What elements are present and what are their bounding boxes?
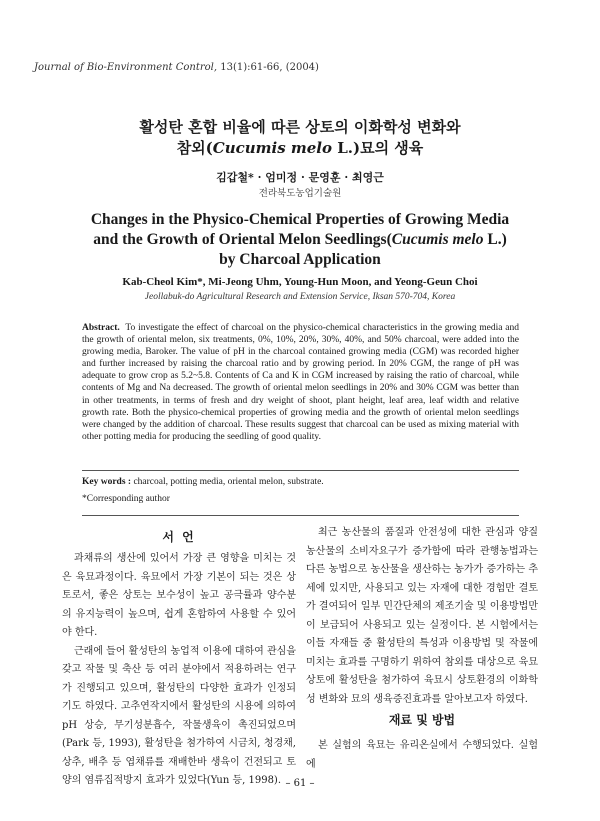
english-affiliation: Jeollabuk-do Agricultural Research and Extension Service, Iksan 570-704, Korea bbox=[144, 292, 456, 302]
journal-volume-pages: 13(1):61-66, (2004) bbox=[220, 62, 319, 73]
korean-affiliation: 전라북도농업기술원 bbox=[258, 188, 342, 199]
page-number: – 61 – bbox=[285, 778, 315, 789]
korean-title-species: Cucumis melo bbox=[212, 139, 333, 157]
intro-heading: 서 언 bbox=[162, 530, 196, 544]
english-authors: Kab-Cheol Kim*, Mi-Jeong Uhm, Young-Hun Moon, and Yeong-Geun Choi bbox=[122, 276, 478, 288]
methods-heading: 재료 및 방법 bbox=[388, 713, 456, 727]
corresponding-author-note: *Corresponding author bbox=[82, 494, 170, 504]
english-title-species: Cucumis melo bbox=[391, 231, 484, 248]
english-title-line2 bbox=[60, 230, 540, 250]
journal-name: Journal of Bio-Environment Control, bbox=[34, 62, 218, 73]
english-title-line1: Changes in the Physico-Chemical Properties of Growing Media bbox=[90, 211, 510, 228]
korean-title-line1: 활성탄 혼합 비율에 따른 상토의 이화학성 변화와 bbox=[139, 118, 461, 136]
keywords-label: Key words : bbox=[82, 477, 132, 487]
abstract-label: Abstract. bbox=[82, 323, 120, 333]
abstract-text: To investigate the effect of charcoal on the physico-chemical characteristics in the growing media and the growth of oriental melon, six treatments, 0%, 10%, 20%, 30%, 40%, and 50% charcoal, were added into the growing media, Baroker. The value of pH in the charcoal contained growing media (CGM) was recorded higher and further increased by raising the charcoal ratio and by growing period. In 20% CGM, the range of pH was adequate to grow crop as 5.2~5.8. Contents of Ca and K in CGM increased by raising the ratio of charcoal, while contents of Mg and Na decreased. The growth of oriental melon seedlings in 20% and 30% CGM was better than in other treatments, in terms of fresh and dry weight of shoot, plant height, leaf area, leaf width and relative growth rate. Both the physico-chemical properties of growing media and the growth of oriental melon seedlings were changed by the addition of charcoal. These results suggest that charcoal can be used as mixing material with other potting media for producing the seedling of good quality. bbox=[82, 323, 520, 442]
keywords bbox=[82, 477, 519, 487]
korean-title-suffix: L.)묘의 생육 bbox=[332, 139, 424, 157]
methods-paragraph-1: 본 실험의 육묘는 유리온실에서 수행되었다. 실험에 bbox=[306, 740, 538, 770]
journal-citation bbox=[34, 62, 319, 73]
abstract-divider bbox=[82, 470, 519, 471]
intro-left-column bbox=[62, 550, 296, 791]
english-title-line2-suffix: L.) bbox=[483, 231, 507, 248]
methods-first-paragraph bbox=[306, 737, 538, 774]
intro-paragraph-3: 최근 농산물의 품질과 안전성에 대한 관심과 양질 농산물의 소비자요구가 증가함에 따라 관행농법과는 다른 농법으로 농산물을 생산하는 농가가 증가하는 추세에 있지만, 사용되고 있는 자재에 대한 경험만 결토가 결여되어 일부 민간단체의 제조기술 및 이용방법만이 보급되어 사용되고 있는 실정이다. 본 시험에서는 이들 자재들 중 활성탄의 특성과 이용방법 및 작물에 미치는 효과를 구명하기 위하여 참외를 대상으로 육묘상토에 활성탄을 첨가하여 육묘시 상토환경의 이화학성 변화와 묘의 생육증진효과를 알아보고자 하였다. bbox=[306, 527, 538, 705]
korean-title-line2 bbox=[0, 138, 600, 159]
english-title-line3: by Charcoal Application bbox=[219, 251, 381, 268]
korean-title-prefix: 참외( bbox=[176, 139, 213, 157]
intro-paragraph-2: 근래에 들어 활성탄의 농업적 이용에 대하여 관심을 갖고 작물 및 축산 등 여러 분야에서 적용하려는 연구가 진행되고 있으며, 활성탄의 다양한 효과가 인정되기도 하였다. 고추연작지에서 활성탄의 시용에 의하여 pH 상승, 무기성분흡수, 작물생육이 촉진되었으며(Park 등, 1993), 활성탄을 첨가하여 시금치, 청경채, 상추, 배추 등 엽채류를 재배한바 생육이 건전되고 토양의 염류집적방지 효과가 있었다(Yun 등, 1998). bbox=[62, 645, 296, 786]
intro-paragraph-1: 과채류의 생산에 있어서 가장 큰 영향을 미치는 것은 육묘과정이다. 육묘에서 가장 기본이 되는 것은 상토로서, 좋은 상토는 보수성이 높고 공극률과 양수분의 유지능력이 높으며, 쉽게 혼합하여 사용할 수 있어야 한다. bbox=[62, 553, 296, 638]
abstract bbox=[82, 322, 519, 443]
korean-authors: 김갑철* · 엄미정 · 문영훈 · 최영근 bbox=[216, 171, 384, 184]
english-title-line2-prefix: and the Growth of Oriental Melon Seedlings( bbox=[93, 231, 392, 248]
keywords-text: charcoal, potting media, oriental melon, substrate. bbox=[133, 477, 324, 487]
english-title bbox=[60, 210, 540, 270]
intro-right-column bbox=[306, 524, 538, 709]
header-divider bbox=[82, 515, 519, 516]
